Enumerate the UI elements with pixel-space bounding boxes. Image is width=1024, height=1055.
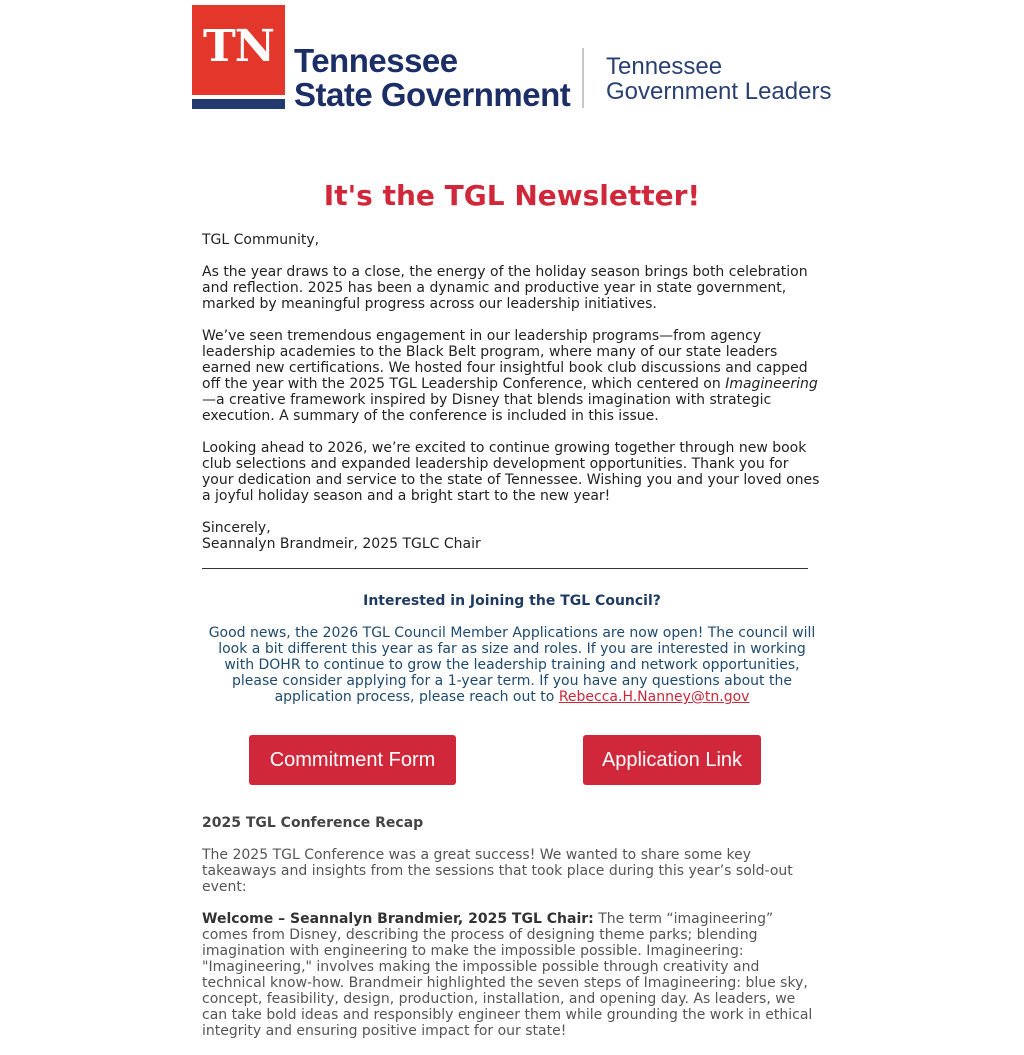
council-text: Good news, the 2026 TGL Council Member Applications are now open! The council will look a bit different this year as far as size and roles. If you are interested in working with DOHR to continue to grow the leadership training and network opportunities, please consider applying for a 1-year term. If you have any questions about the application process, please reach out to — [208, 625, 816, 705]
welcome-text: The term “imagineering” comes from Disney, describing the process of designing theme parks; blending imagination with engineering to make the impossible possible. Imagineering: "Imagineering," involves making the impossible possible through creativity and technical know-how. Brandmeir highlighted the seven steps of Imagineering: blue sky, concept, feasibility, design, production, installation, and opening day. As leaders, we can take bold ideas and responsibly engineer them while grounding the work in ethical integrity and ensuring positive impact for our state! — [202, 911, 813, 1039]
recap-welcome — [202, 911, 822, 1039]
programs-text-start: We’ve seen tremendous engagement in our leadership programs—from agency leadership academies to the Black Belt program, where many of our state leaders earned new certifications. We hosted four insightful book club discussions and capped off the year with the 2025 TGL Leadership Conference, which centered on — [202, 328, 808, 392]
sign-off — [202, 520, 822, 552]
brand-line2: Government Leaders — [606, 78, 832, 105]
tn-logo-mark — [192, 5, 285, 95]
header — [0, 0, 1024, 120]
tn-logo-bar — [192, 99, 285, 109]
council-body — [202, 625, 822, 705]
council-title: Interested in Joining the TGL Council? — [363, 593, 661, 609]
greeting: TGL Community, — [202, 232, 320, 248]
tgl-brand — [606, 54, 831, 104]
state-government-wordmark — [294, 44, 570, 112]
programs-paragraph — [202, 328, 822, 424]
wordmark-line1: Tennessee — [294, 42, 458, 79]
outlook-paragraph: Looking ahead to 2026, we’re excited to continue growing together through new book club selections and expanded leadership development opportunities. Thank you for your dedication and service to the state of Tennessee. Wishing you and your loved ones a joyful holiday season and a bright start to the new year! — [202, 440, 820, 504]
contact-email-link[interactable]: Rebecca.H.Nanney@tn.gov — [558, 689, 750, 705]
recap-intro: The 2025 TGL Conference was a great success! We wanted to share some key takeaways and insights from the sessions that took place during this year’s sold-out event: — [202, 847, 793, 895]
brand-line1: Tennessee — [606, 53, 723, 80]
imagineering-term: Imagineering — [725, 376, 818, 392]
programs-text-end: —a creative framework inspired by Disney that blends imagination with strategic execution. A summary of the conference is included in this issue. — [202, 392, 772, 424]
closing: Sincerely, — [202, 520, 271, 536]
tn-logo-text: TN — [203, 21, 274, 72]
welcome-label: Welcome – Seannalyn Brandmier, 2025 TGL Chair: — [202, 911, 594, 927]
action-buttons — [202, 735, 822, 785]
signature: Seannalyn Brandmeir, 2025 TGLC Chair — [202, 536, 481, 552]
intro-paragraph: As the year draws to a close, the energy of the holiday season brings both celebration and reflection. 2025 has been a dynamic and productive year in state government, marked by meaningful progress across our leadership initiatives. — [202, 264, 808, 312]
newsletter-content — [202, 176, 822, 1055]
conference-recap — [202, 815, 822, 1039]
commitment-form-button[interactable]: Commitment Form — [249, 735, 456, 785]
wordmark-line2: State Government — [294, 76, 571, 113]
section-divider — [202, 568, 808, 569]
header-divider — [582, 48, 584, 108]
application-link-button[interactable]: Application Link — [583, 735, 761, 785]
recap-title: 2025 TGL Conference Recap — [202, 815, 424, 831]
newsletter-headline: It's the TGL Newsletter! — [323, 179, 701, 212]
